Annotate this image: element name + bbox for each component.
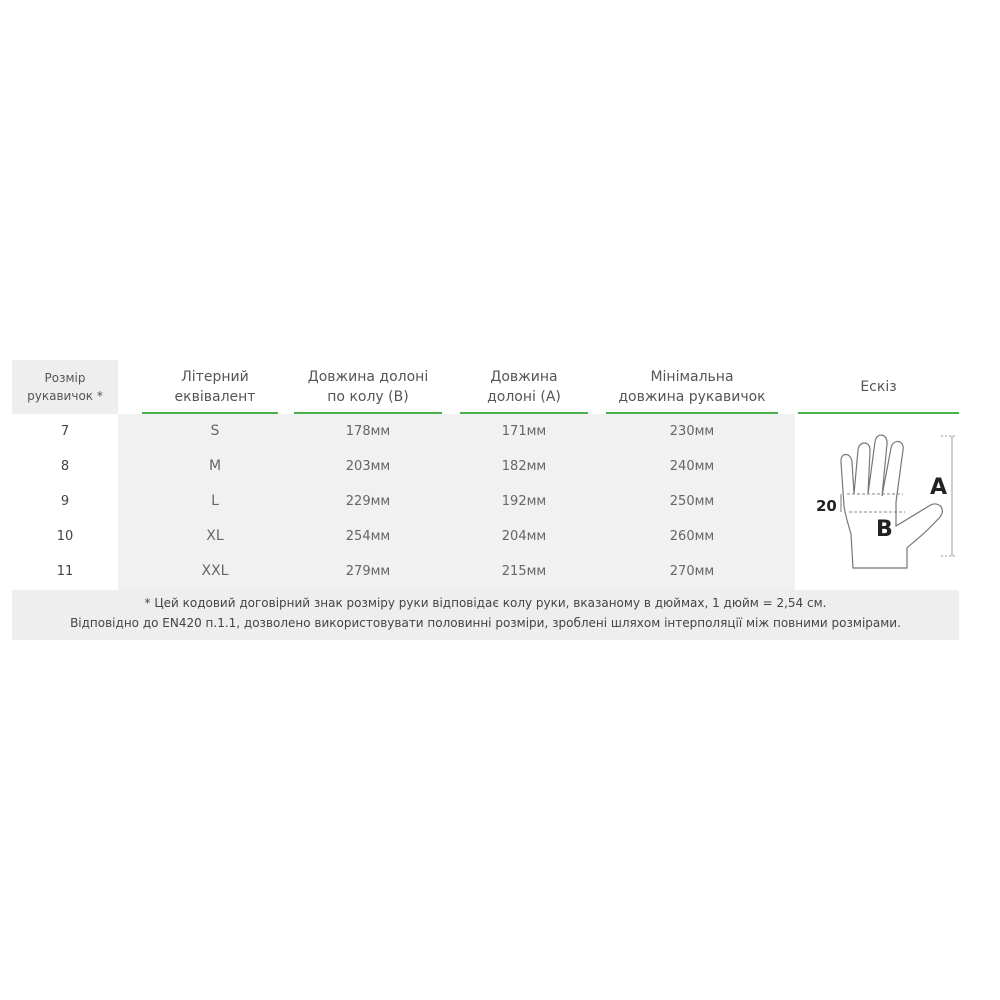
cell-circumference: 178мм	[345, 423, 391, 439]
cell-min-length: 230мм	[669, 423, 715, 439]
cell-letter: S	[210, 423, 220, 439]
cell-letter: XL	[206, 528, 224, 544]
cell-size: 10	[56, 528, 74, 544]
cell-size: 9	[60, 493, 70, 509]
cell-palm-length: 204мм	[501, 528, 547, 544]
header-circumference-line1: Довжина долоні	[307, 369, 429, 385]
cell-letter: M	[208, 458, 222, 474]
header-circumference-line2: по колу (B)	[327, 389, 409, 405]
cell-palm-length: 192мм	[501, 493, 547, 509]
header-sketch	[798, 360, 959, 414]
cell-min-length: 260мм	[669, 528, 715, 544]
cell-min-length: 240мм	[669, 458, 715, 474]
cell-palm-length: 215мм	[501, 563, 547, 579]
cell-size: 8	[60, 458, 70, 474]
header-palm-length-line2: долоні (A)	[487, 389, 561, 405]
header-min-length-line1: Мінімальна	[650, 369, 734, 385]
header-letter-line1: Літерний	[181, 369, 249, 385]
header-min-length	[606, 360, 778, 414]
footnote-en420: Відповідно до EN420 п.1.1, дозволено використовувати половинні розміри, зроблені шляхом інтерполяції між повними розмірами.	[70, 616, 901, 630]
header-min-length-line2: довжина рукавичок	[618, 389, 766, 405]
cell-min-length: 270мм	[669, 563, 715, 579]
header-sketch-label: Ескіз	[860, 379, 897, 395]
header-palm-length-line1: Довжина	[490, 369, 558, 385]
label-b: B	[876, 517, 893, 542]
cell-min-length: 250мм	[669, 493, 715, 509]
glove-outline	[841, 435, 942, 568]
footnote-inch: * Цей кодовий договірний знак розміру руки відповідає колу руки, вказаному в дюймах, 1 дюйм = 2,54 см.	[144, 596, 827, 610]
header-letter-line2: еквівалент	[174, 389, 256, 405]
header-size-line2: рукавичок *	[27, 389, 103, 403]
cell-circumference: 203мм	[345, 458, 391, 474]
glove-sketch-area	[795, 414, 959, 590]
cell-palm-length: 182мм	[501, 458, 547, 474]
cell-size: 11	[56, 563, 74, 579]
header-size-line1: Розмір	[44, 371, 86, 385]
cell-circumference: 229мм	[345, 493, 391, 509]
cell-size: 7	[60, 423, 70, 439]
glove-sketch	[795, 414, 959, 590]
header-palm-length	[460, 360, 588, 414]
cell-circumference: 254мм	[345, 528, 391, 544]
cell-letter: L	[211, 493, 219, 509]
label-twenty: 20	[816, 497, 837, 515]
cell-palm-length: 171мм	[501, 423, 547, 439]
cell-circumference: 279мм	[345, 563, 391, 579]
glove-size-table	[12, 360, 959, 640]
label-a: A	[930, 475, 948, 500]
header-circumference	[294, 360, 442, 414]
footnote-area	[12, 590, 959, 640]
header-letter	[142, 360, 288, 414]
header-size	[12, 360, 118, 416]
cell-letter: XXL	[201, 563, 229, 579]
